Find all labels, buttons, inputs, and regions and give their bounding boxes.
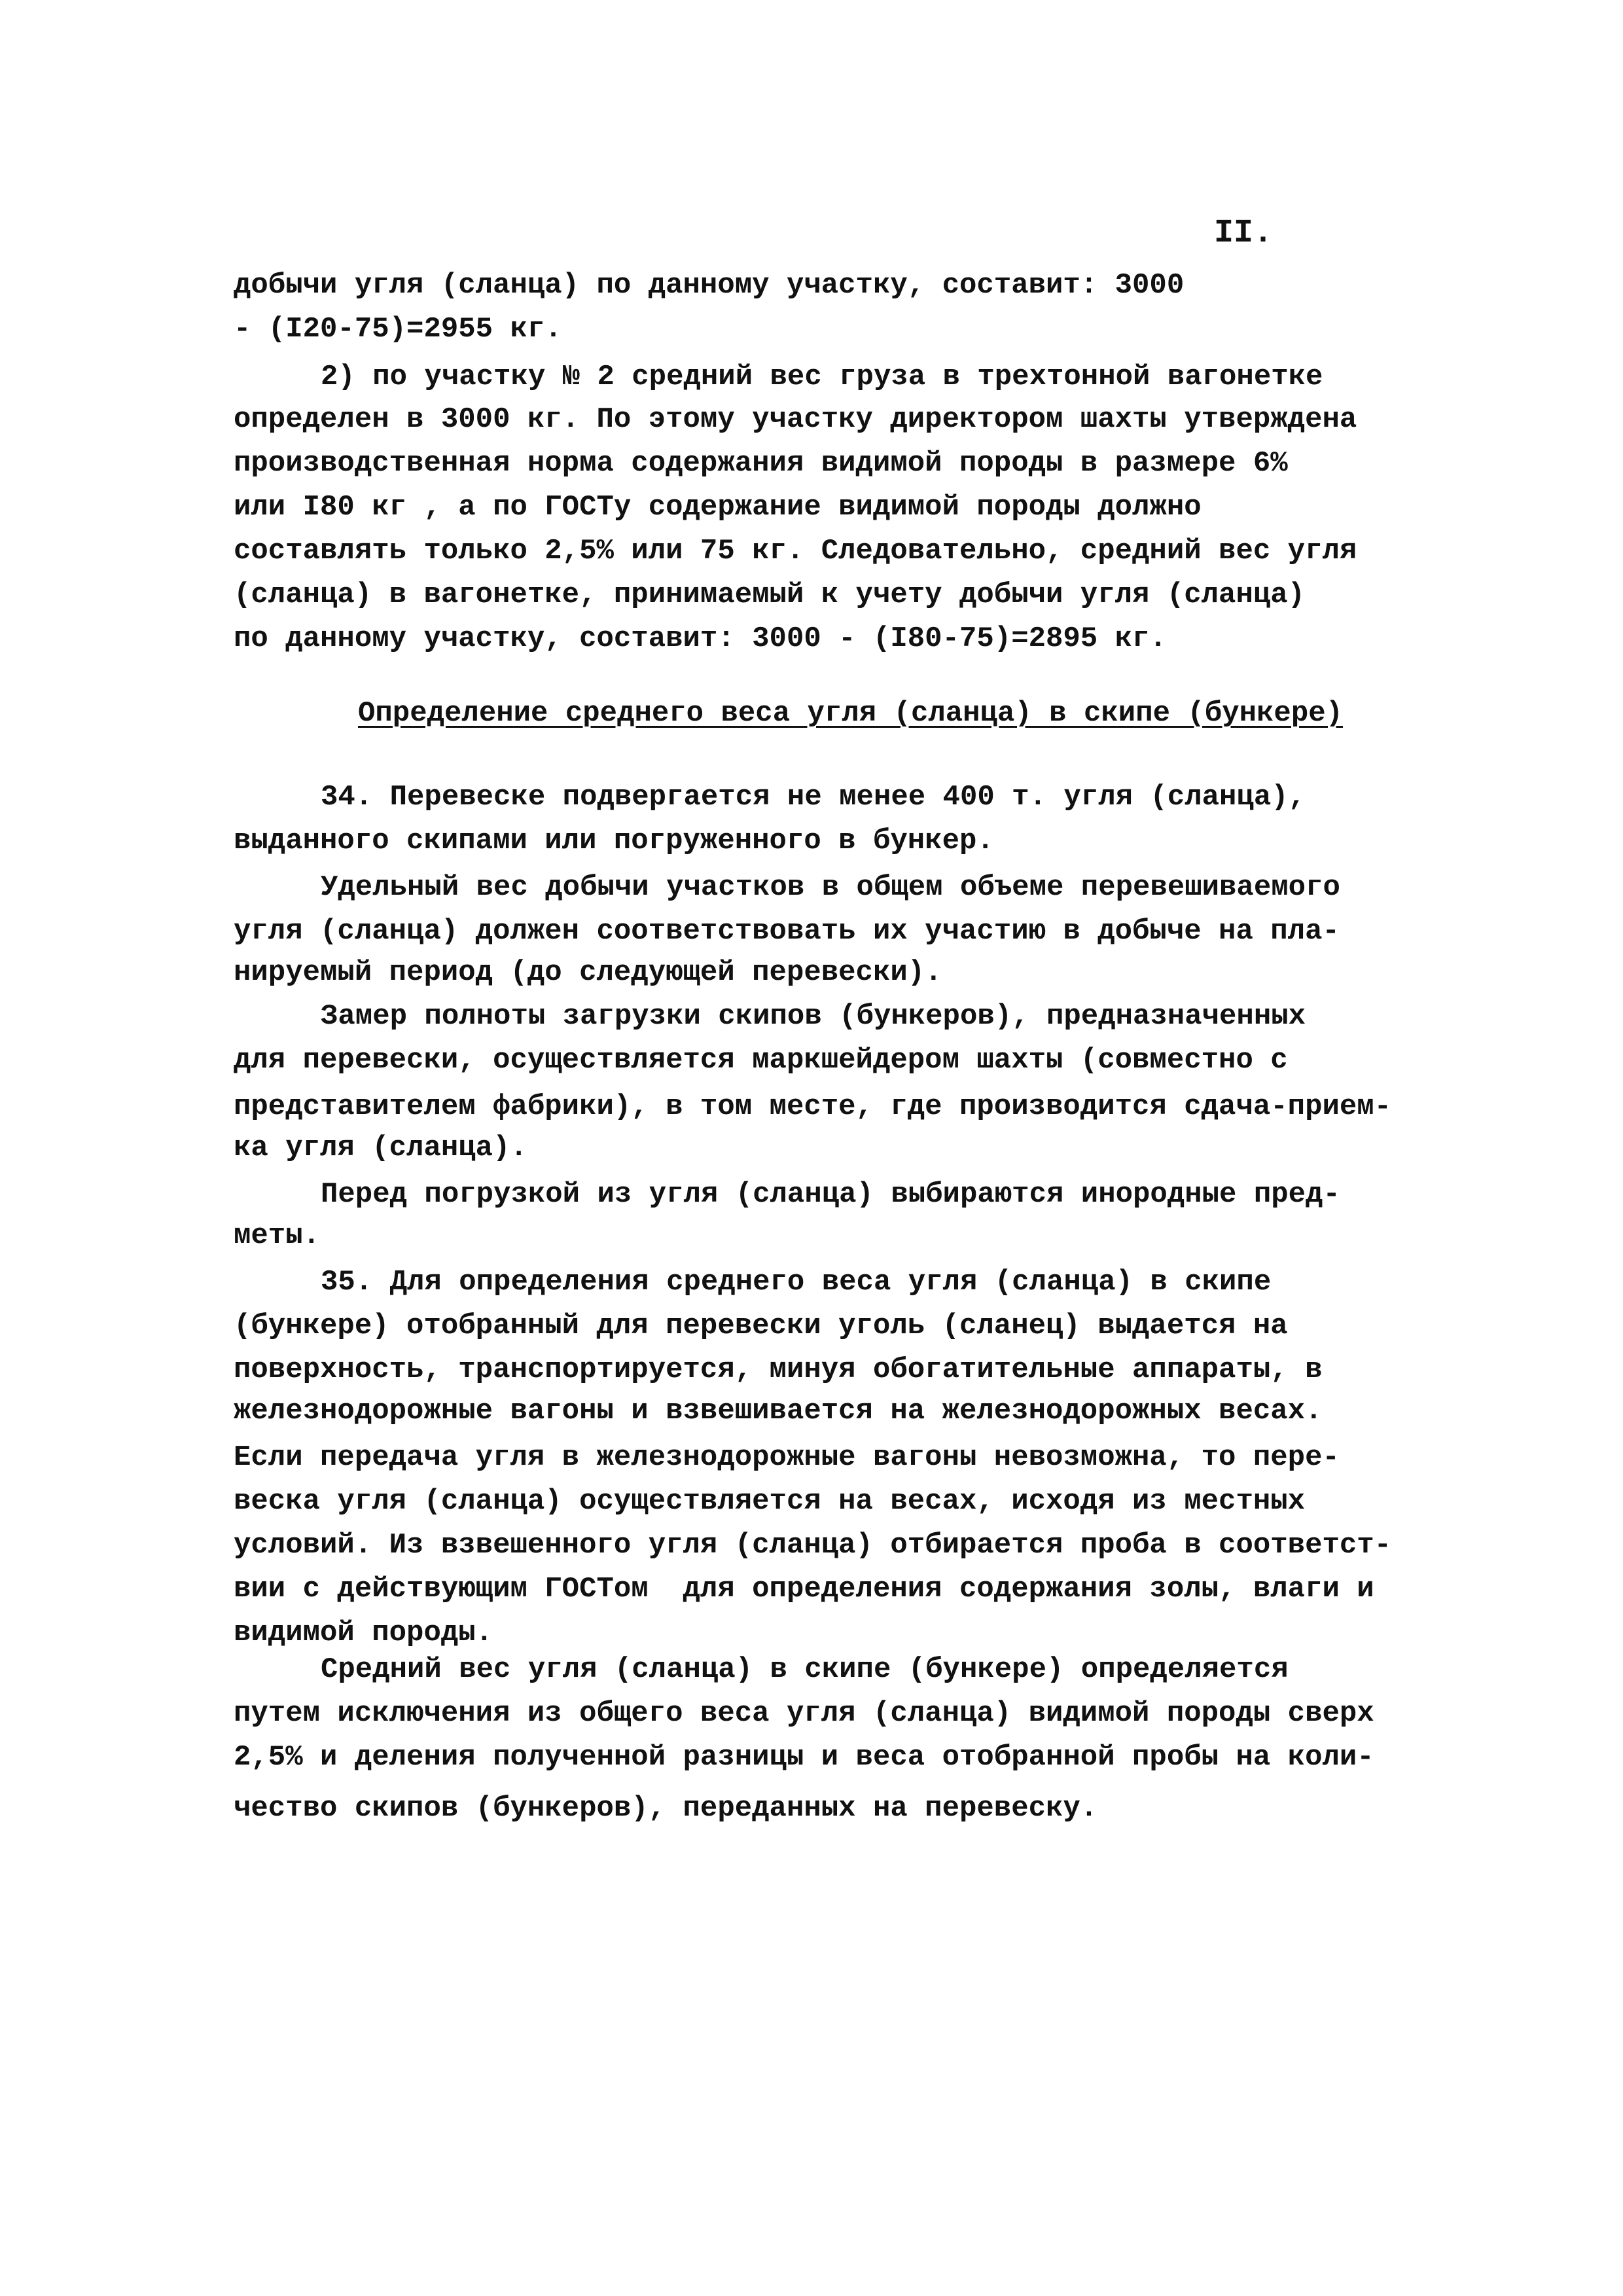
text-line: нируемый период (до следующей перевески). <box>234 956 942 989</box>
text-line: меты. <box>234 1219 321 1252</box>
text-line: условий. Из взвешенного угля (сланца) отбирается проба в соответст- <box>234 1529 1392 1562</box>
text-line: добычи угля (сланца) по данному участку, составит: 3000 <box>234 269 1185 302</box>
text-line: (бункере) отобранный для перевески уголь (сланец) выдается на <box>234 1310 1288 1342</box>
text-line: представителем фабрики), в том месте, где производится сдача-прием- <box>234 1090 1392 1123</box>
text-line: выданного скипами или погруженного в бункер. <box>234 825 994 857</box>
text-line: чество скипов (бункеров), переданных на перевеску. <box>234 1792 1098 1825</box>
text-line: Средний вес угля (сланца) в скипе (бункере) определяется <box>321 1653 1289 1686</box>
text-line: 35. Для определения среднего веса угля (сланца) в скипе <box>321 1266 1272 1299</box>
text-line: вии с действующим ГОСТом для определения содержания золы, влаги и <box>234 1573 1374 1605</box>
text-line: поверхность, транспортируется, минуя обогатительные аппараты, в <box>234 1354 1323 1386</box>
text-line: железнодорожные вагоны и взвешивается на железнодорожных весах. <box>234 1395 1323 1427</box>
text-line: определен в 3000 кг. По этому участку директором шахты утверждена <box>234 403 1357 436</box>
text-line: или I80 кг , а по ГОСТу содержание видимой породы должно <box>234 491 1202 524</box>
text-line: Замер полноты загрузки скипов (бункеров), предназначенных <box>321 1000 1306 1033</box>
text-line: по данному участку, составит: 3000 - (I80-75)=2895 кг. <box>234 622 1167 655</box>
text-line: 2,5% и деления полученной разницы и веса отобранной пробы на коли- <box>234 1741 1374 1774</box>
page-number: II. <box>1214 215 1274 252</box>
text-line: для перевески, осуществляется маркшейдером шахты (совместно с <box>234 1044 1288 1077</box>
text-line: Если передача угля в железнодорожные вагоны невозможна, то пере- <box>234 1441 1340 1474</box>
text-line: путем исключения из общего веса угля (сланца) видимой породы сверх <box>234 1697 1374 1730</box>
text-line: Удельный вес добычи участков в общем объеме перевешиваемого <box>321 871 1340 904</box>
text-line: составлять только 2,5% или 75 кг. Следовательно, средний вес угля <box>234 535 1357 567</box>
text-line: угля (сланца) должен соответствовать их участию в добыче на пла- <box>234 915 1340 948</box>
text-line: производственная норма содержания видимой породы в размере 6% <box>234 447 1288 480</box>
section-heading: Определение среднего веса угля (сланца) в скипе (бункере) <box>358 697 1344 730</box>
text-line: - (I20-75)=2955 кг. <box>234 313 562 346</box>
text-line: Перед погрузкой из угля (сланца) выбираются инородные пред- <box>321 1178 1340 1211</box>
text-line: веска угля (сланца) осуществляется на весах, исходя из местных <box>234 1485 1306 1518</box>
text-line: ка угля (сланца). <box>234 1132 527 1164</box>
text-line: видимой породы. <box>234 1617 493 1649</box>
text-line: 34. Перевеске подвергается не менее 400 т. угля (сланца), <box>321 781 1306 814</box>
text-line: 2) по участку № 2 средний вес груза в трехтонной вагонетке <box>321 361 1323 393</box>
text-line: (сланца) в вагонетке, принимаемый к учету добычи угля (сланца) <box>234 579 1306 611</box>
